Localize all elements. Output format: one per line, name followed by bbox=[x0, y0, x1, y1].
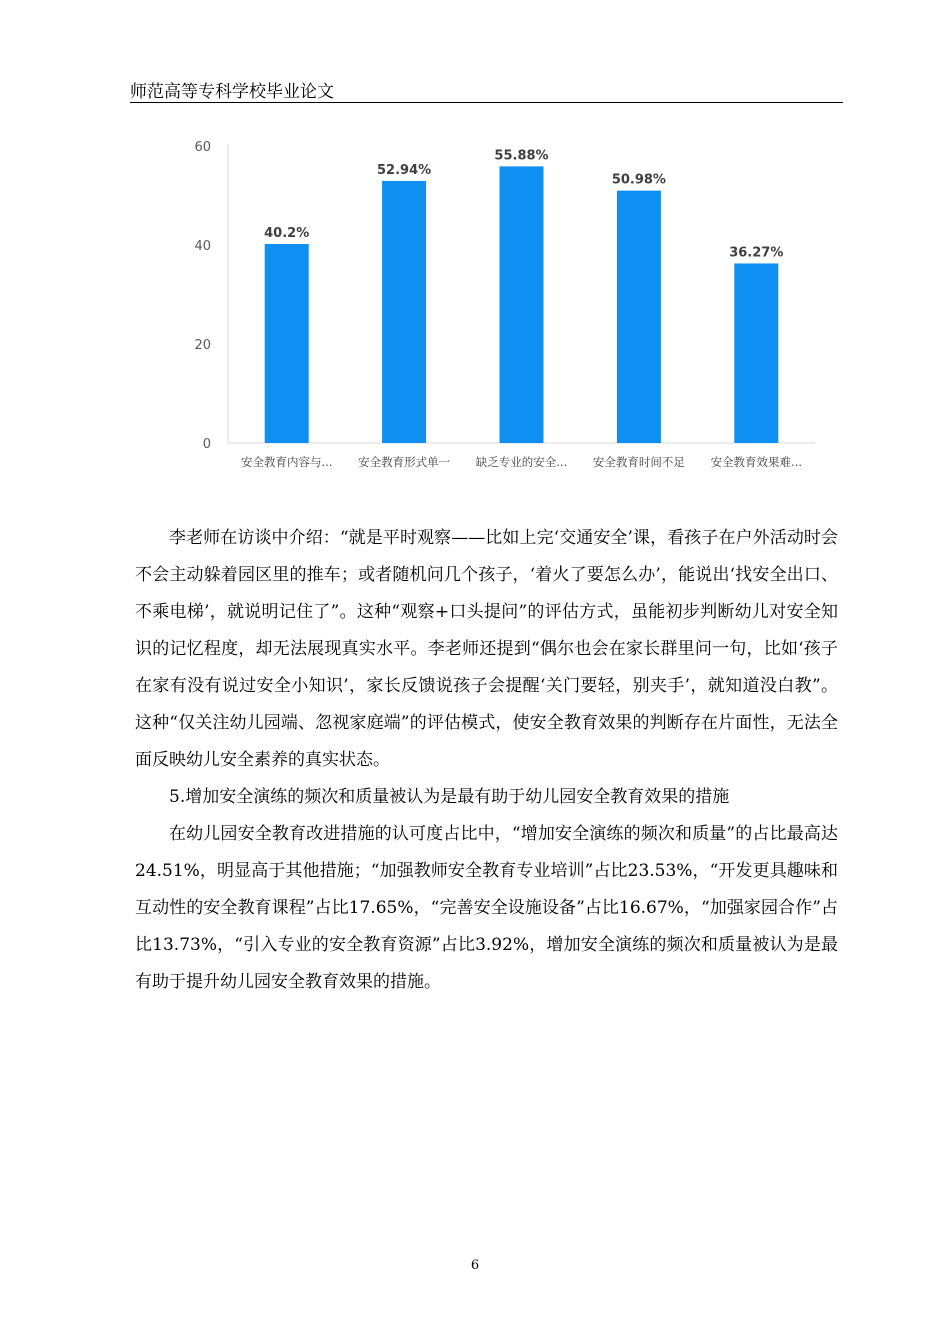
page-header-title: 师范高等专科学校毕业论文 bbox=[130, 82, 334, 102]
data-label: 55.88% bbox=[494, 148, 549, 164]
x-tick-label: 安全教育时间不足 bbox=[592, 455, 685, 469]
x-tick-label: 安全教育形式单一 bbox=[358, 455, 451, 469]
data-label: 52.94% bbox=[377, 162, 432, 178]
bar bbox=[500, 166, 544, 443]
bar-chart-svg bbox=[180, 130, 840, 480]
bar bbox=[617, 191, 661, 443]
data-label: 50.98% bbox=[611, 172, 666, 188]
header-rule bbox=[130, 102, 843, 103]
page-number: 6 bbox=[470, 1258, 480, 1273]
y-tick-label: 40 bbox=[194, 239, 211, 254]
x-tick-label: 安全教育内容与... bbox=[240, 455, 333, 469]
paragraph-section-heading: 5.增加安全演练的频次和质量被认为是最有助于幼儿园安全教育效果的措施 bbox=[169, 787, 730, 807]
data-label: 40.2% bbox=[264, 226, 310, 242]
y-tick-label: 0 bbox=[202, 437, 211, 452]
x-tick-label: 缺乏专业的安全... bbox=[475, 455, 568, 469]
bar bbox=[265, 244, 309, 443]
body-text bbox=[135, 520, 838, 1001]
bar bbox=[382, 181, 426, 443]
paragraph-interview: 李老师在访谈中介绍：“就是平时观察——比如上完‘交通安全’课，看孩子在户外活动时会不会主动躲着园区里的推车；或者随机问几个孩子，‘着火了要怎么办’，能说出‘找安全出口、不乘电梯’，就说明记住了”。这种“观察+口头提问”的评估方式，虽能初步判断幼儿对安全知识的记忆程度，却无法展现真实水平。李老师还提到“偶尔也会在家长群里问一句，比如‘孩子在家有没有说过安全小知识’，家长反馈说孩子会提醒‘关门要轻，别夹手’，就知道没白教”。这种“仅关注幼儿园端、忽视家庭端”的评估模式，使安全教育效果的判断存在片面性，无法全面反映幼儿安全素养的真实状态。 bbox=[135, 528, 838, 770]
y-tick-label: 60 bbox=[194, 140, 211, 155]
paragraph-measures: 在幼儿园安全教育改进措施的认可度占比中，“增加安全演练的频次和质量”的占比最高达24.51%，明显高于其他措施；“加强教师安全教育专业培训”占比23.53%，“开发更具趣味和互动性的安全教育课程”占比17.65%，“完善安全设施设备”占比16.67%，“加强家园合作”占比13.73%，“引入专业的安全教育资源”占比3.92%，增加安全演练的频次和质量被认为是最有助于提升幼儿园安全教育效果的措施。 bbox=[135, 824, 838, 992]
data-label: 36.27% bbox=[729, 245, 784, 261]
y-tick-label: 20 bbox=[194, 338, 211, 353]
bar-chart bbox=[180, 130, 840, 480]
bar bbox=[734, 263, 778, 443]
x-tick-label: 安全教育效果难... bbox=[710, 455, 803, 469]
